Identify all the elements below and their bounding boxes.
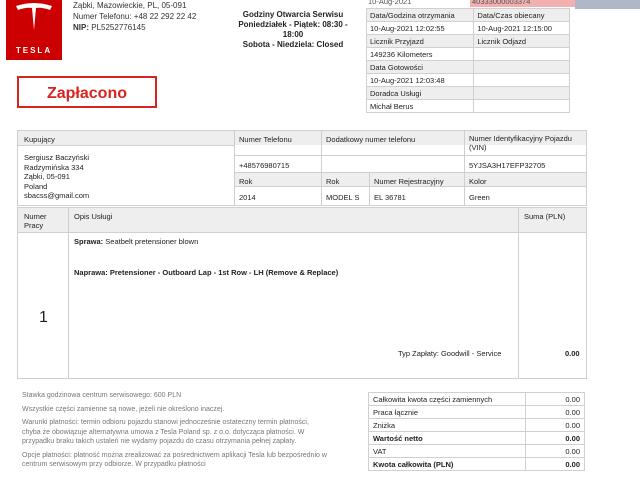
promised-label: Data/Czas obiecany [474,9,570,22]
totals-label: Zniżka [369,419,526,432]
totals-value: 0.00 [526,393,585,406]
fix-line [71,266,341,279]
totals-table [368,392,585,471]
color-value: Green [469,193,490,202]
totals-label: Całkowita kwota części zamiennych [369,393,526,406]
buyer-city: Ząbki, 05-091 [24,172,70,181]
hours-title: Godziny Otwarcia Serwisu [242,10,344,19]
issue-label: Sprawa: [74,237,104,246]
buyer-email: sbacss@gmail.com [24,191,90,200]
service-hours [228,10,358,50]
totals-row [369,393,585,406]
buyer-name: Sergiusz Baczyński [24,153,90,162]
tesla-logo [6,0,62,60]
hours-weekend: Sobota - Niedziela: Closed [242,40,344,49]
plate-value: EL 36781 [374,193,406,202]
year-label: Rok [239,177,253,186]
ready-value: 10-Aug-2021 12:03:48 [367,74,474,87]
totals-value: 0.00 [526,445,585,458]
totals-row [369,419,585,432]
note-rate: Stawka godzinowa centrum serwisowego: 600 PLN [22,392,182,399]
totals-value: 0.00 [526,406,585,419]
col-sum: Suma (PLN) [524,212,566,221]
company-phone: +48 22 292 22 42 [133,12,197,21]
fix-text: Pretensioner - Outboard Lap - 1st Row - LH (Remove & Replace) [109,268,339,277]
order-info-table [366,8,570,113]
issue-line [71,235,201,248]
fix-label: Naprawa: [74,268,108,277]
pay-type-label: Typ Zapłaty: [398,349,439,358]
year-value: 2014 [239,193,256,202]
top-partial-number: 40333000003374 [472,0,531,6]
nip-label: NIP: [73,23,89,32]
note-parts: Wszystkie części zamienne są nowe, jeżeli nie określono inaczej. [22,405,225,413]
totals-row [369,406,585,419]
col-job-number: Numer Pracy [24,212,47,230]
paid-stamp: Zapłacono [17,76,157,108]
odo-in-value: 149236 Kilometers [367,48,474,61]
buyer-details [21,151,92,203]
vin-value: 5YJSA3H17EFP32705 [469,161,546,170]
totals-value: 0.00 [526,432,585,445]
odo-in-label: Licznik Przyjazd [367,35,474,48]
odo-out-label: Licznik Odjazd [474,35,570,48]
totals-row [369,458,585,471]
totals-label: Wartość netto [369,432,526,445]
buyer-label: Kupujący [24,135,55,144]
model-label: Rok [326,177,340,186]
received-label: Data/Godzina otrzymania [367,9,474,22]
advisor-value: Michał Berus [367,100,474,113]
buyer-street: Radzymińska 334 [24,162,84,172]
address-line: Ząbki, Mazowieckie, PL, 05-091 [73,1,187,10]
totals-label: Praca łącznie [369,406,526,419]
company-nip: PL5252776145 [91,23,146,32]
phone-label: Numer Telefonu: [73,12,132,21]
color-label: Kolor [469,177,487,186]
pay-type-value: Goodwill - Service [440,349,502,358]
col-description: Opis Usługi [74,212,113,221]
service-table [17,207,587,379]
top-partial-date: 10-Aug-2021 [368,0,412,6]
vin-label: Numer Identyfikacyjny Pojazdu (VIN) [469,134,572,152]
promised-value: 10-Aug-2021 12:15:00 [474,22,570,35]
ready-label: Data Gotowości [367,61,474,74]
totals-label: Kwota całkowita (PLN) [369,458,526,471]
logo-wordmark: TESLA [15,46,53,55]
issue-text: Seatbelt pretensioner blown [105,237,199,246]
note-payment-terms: Warunki płatności: termin odbioru pojazdu stanowi jednocześnie ostateczny termin płatności, chyba że obowiązuje alternatywna umowa z Tesla Poland sp. z o.o. dotycząca płatności. W przypadku braku takich ustaleń nie wydamy pojazdu do czasu otrzymania pełnej zapłaty. [22,419,309,445]
terms-notes [22,391,327,474]
customer-phone: +48576980715 [239,161,290,170]
line-total: 0.00 [565,349,580,358]
note-payment-options: Opcje płatności: płatność można zrealizować za pośrednictwem aplikacji Tesla lub bezpośrednio w centrum serwisowym przy odbiorze. W przypadku płatności [22,451,327,468]
alt-phone [323,159,329,163]
pay-type-line [395,347,504,360]
totals-label: VAT [369,445,526,458]
hours-weekday: Poniedziałek - Piątek: 08:30 - 18:00 [238,20,348,39]
customer-vehicle-block [17,130,587,206]
company-address [73,0,196,33]
alt-phone-label: Dodatkowy numer telefonu [326,135,416,144]
plate-label: Numer Rejestracyjny [374,177,444,186]
totals-row [369,432,585,445]
received-value: 10-Aug-2021 12:02:55 [367,22,474,35]
totals-value: 0.00 [526,458,585,471]
phone-col-label: Numer Telefonu [239,135,292,144]
odo-out-value [474,48,570,61]
job-number: 1 [39,309,48,326]
buyer-country: Poland [24,181,48,191]
tesla-t-icon [14,2,54,32]
top-overlay-button[interactable] [575,0,640,9]
model-value: MODEL S [326,193,360,202]
advisor-label: Doradca Usługi [367,87,474,100]
totals-row [369,445,585,458]
totals-value: 0.00 [526,419,585,432]
